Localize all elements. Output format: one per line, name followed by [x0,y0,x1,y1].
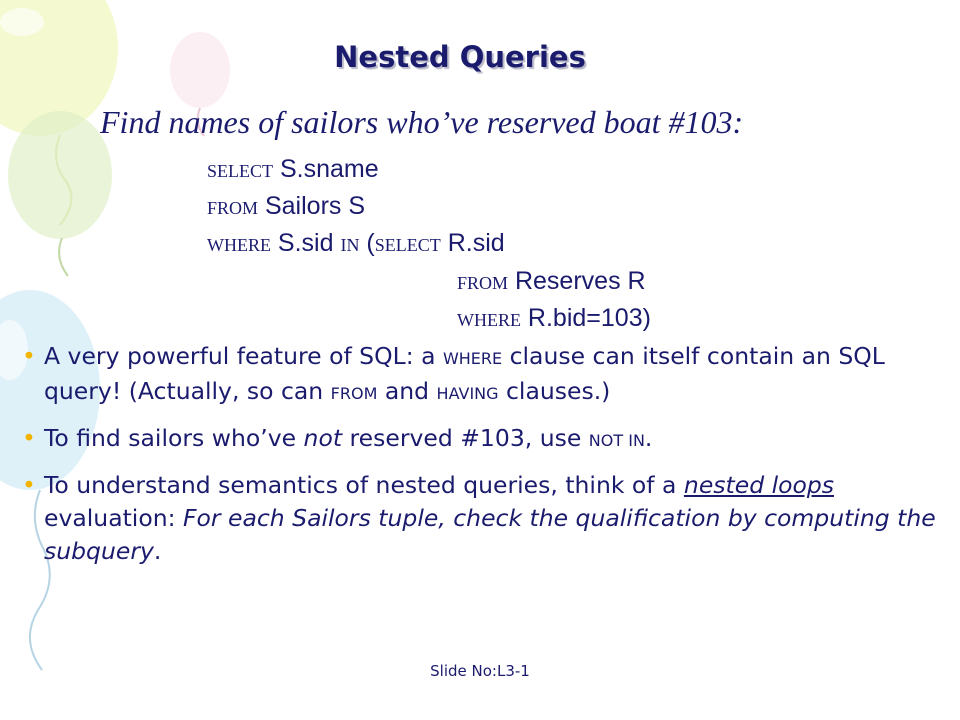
slide-title: Nested Queries [334,40,586,74]
bullet-text: clauses.) [498,377,611,405]
sql-keyword: SELECT [207,161,273,181]
green-balloon-icon [8,111,112,276]
sql-text: S.sid [270,229,341,257]
sql-keyword: WHERE [442,349,503,368]
bullet-icon: • [22,471,36,499]
bullet-text: evaluation: [44,504,183,532]
bullet-icon: • [22,342,36,370]
bullet-text: clause can itself contain an SQL query! (Actually, so can [44,342,885,405]
slide-number: Slide No:L3-1 [430,662,530,680]
sql-keyword: NOT IN [588,431,645,450]
sql-line-2 [207,192,365,221]
sql-keyword: SELECT [374,235,441,255]
bullet-item-3 [22,469,947,568]
sql-keyword: FROM [457,273,509,293]
sql-keyword: HAVING [436,384,499,403]
bullet-item-1 [22,340,947,410]
sql-text: S.sname [273,155,379,183]
sql-text: Reserves R [508,267,646,295]
bullet-text: and [377,377,437,405]
sql-text: R.bid=103) [520,304,651,332]
sql-keyword: FROM [330,384,378,403]
emphasis-text: For each Sailors tuple, check the qualification by computing the subquery [44,504,936,565]
sql-text: Sailors S [258,192,366,220]
sql-keyword: IN [340,235,360,255]
slide-subtitle: Find names of sailors who’ve reserved boat #103: [100,104,744,140]
bullet-text: . [153,537,162,565]
bullet-text: . [644,424,653,452]
bullet-text: A very powerful feature of SQL: a [44,342,443,370]
sql-line-5 [457,304,651,333]
bullet-text: To understand semantics of nested queries, think of a [44,471,684,499]
sql-keyword: WHERE [207,235,271,255]
bullet-text: reserved #103, use [342,424,589,452]
underlined-term: nested loops [683,471,835,499]
sql-line-1 [207,155,379,184]
sql-line-3 [207,229,505,258]
bullet-text: To find sailors who’ve [44,424,304,452]
bullet-item-2 [22,422,947,457]
emphasis-text: not [303,424,343,452]
sql-keyword: WHERE [457,310,521,330]
bullet-list [22,340,947,580]
sql-text: R.sid [440,229,505,257]
sql-line-4 [457,267,646,296]
bullet-icon: • [22,424,36,452]
sql-keyword: FROM [207,198,259,218]
sql-text: ( [359,229,375,257]
